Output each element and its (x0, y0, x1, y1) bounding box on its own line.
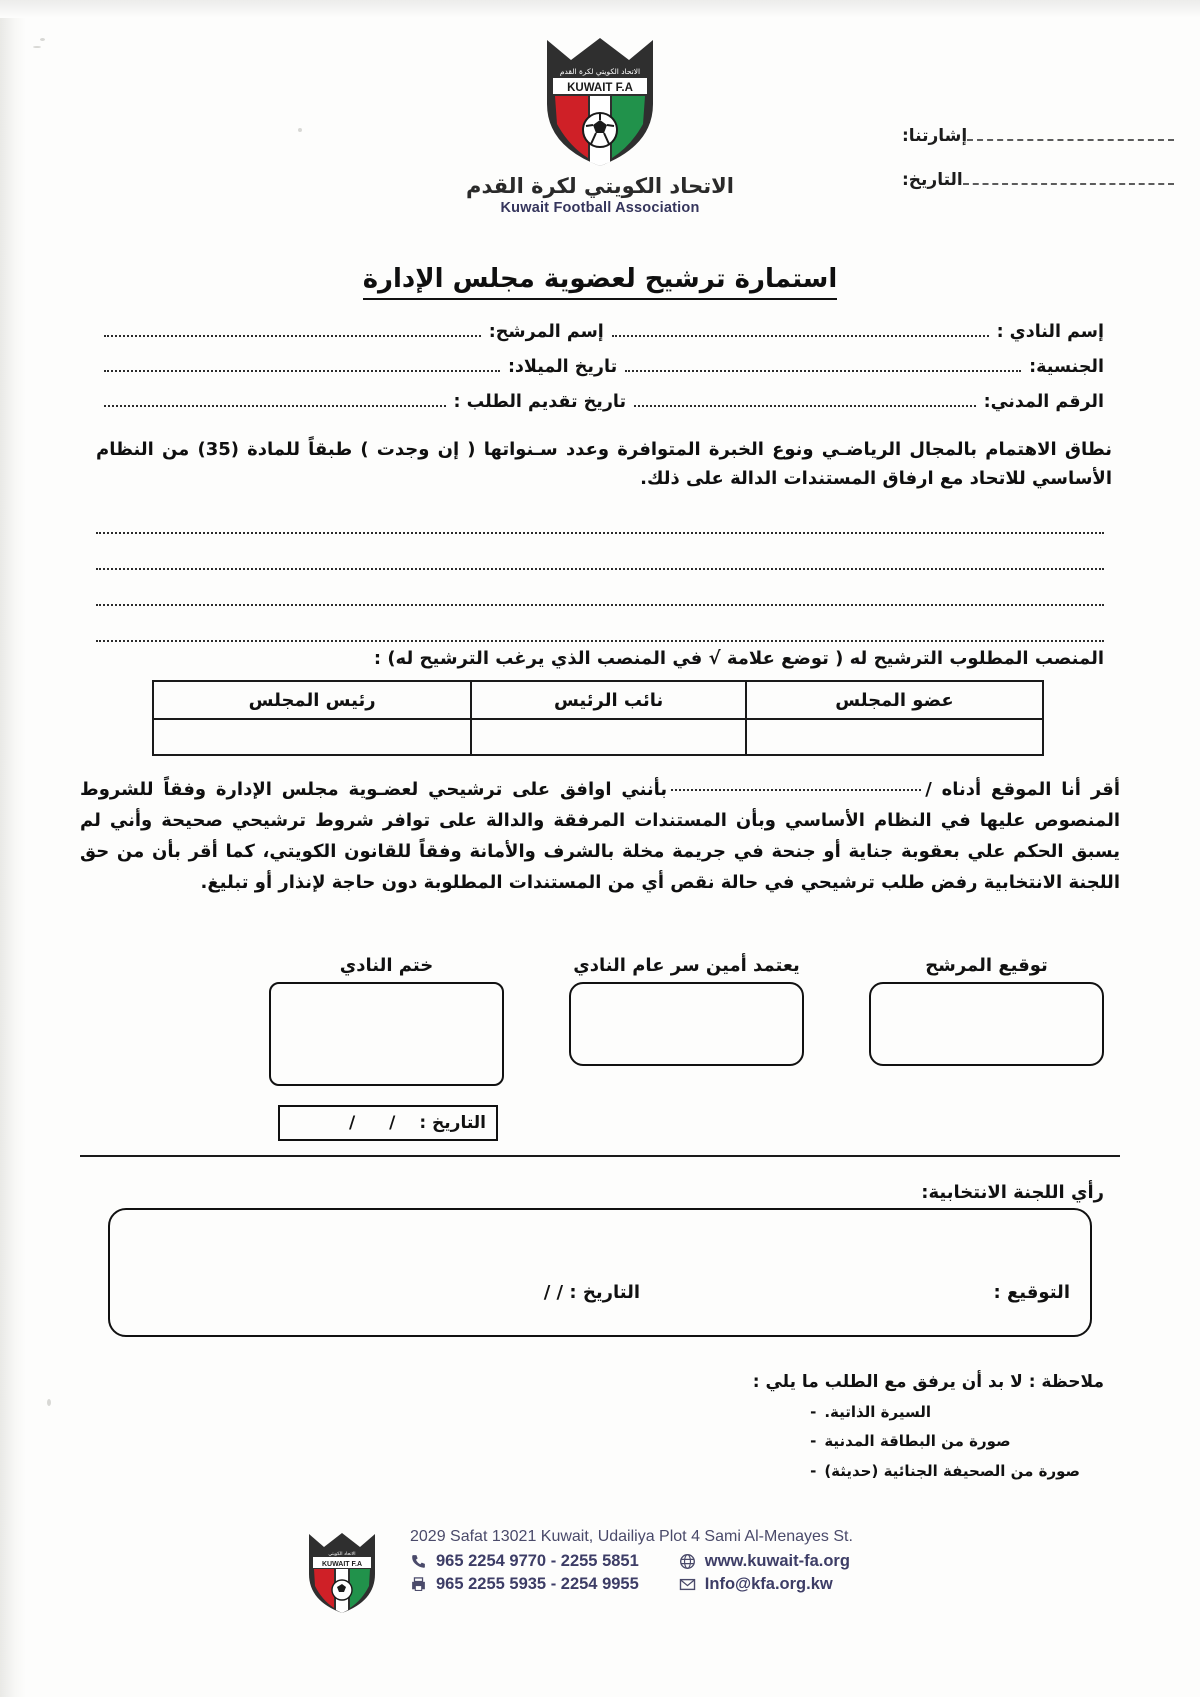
position-option-vice-president[interactable]: نائب الرئيس (471, 681, 746, 719)
declaration-rest: بأنني اوافق على ترشيحي لعضـوية مجلس الإدارة وفقاً للشروط المنصوص عليها في النظام الأساسي وبأن المستندات المرفقة والدالة على توافر شروط ترشيحي صحيحة وأني لم يسبق الحكم علي بعقوبة جناية أو جنحة في جريمة مخلة بالشرف والأمانة وفقاً للقانون الكويتي، كما أقر بأن من حق اللجنة الانتخابية رفض طلب ترشيحي في حالة نقص أي من المستندات المطلوبة دون حاجة لإنذار أو تبليغ. (80, 779, 1120, 893)
experience-line[interactable] (96, 534, 1104, 570)
reference-label: إشارتنا: (902, 126, 968, 146)
list-item (810, 1427, 1080, 1456)
position-checkbox-president[interactable] (153, 719, 471, 755)
club-date-field[interactable] (278, 1105, 498, 1141)
field-row-3 (96, 392, 1104, 412)
committee-opinion-box[interactable] (108, 1208, 1092, 1337)
signature-area (96, 955, 1104, 1155)
club-stamp-column (269, 955, 504, 1086)
note-text: صورة من الصحيفة الجنائية (حديثة) (824, 1461, 1080, 1480)
notes-title: ملاحظة : لا بد أن يرفق مع الطلب ما يلي : (752, 1372, 1104, 1392)
svg-text:KUWAIT F.A: KUWAIT F.A (567, 82, 633, 94)
page-title (0, 264, 1200, 294)
scan-edge-shadow-top (0, 0, 1200, 18)
note-bullet: - (810, 1403, 817, 1421)
footer-address: 2029 Safat 13021 Kuwait, Udailiya Plot 4 Sami Al-Menayes St. (410, 1528, 853, 1545)
club-date-value[interactable]: / / (348, 1113, 410, 1133)
header-logo-block (450, 34, 750, 216)
club-name-input[interactable] (612, 334, 989, 337)
secretary-signature-column (569, 955, 804, 1066)
candidate-name-input[interactable] (104, 334, 481, 337)
scan-edge-shadow (0, 0, 26, 1697)
scan-speck (33, 46, 41, 48)
scan-speck (298, 128, 302, 132)
position-option-president[interactable]: رئيس المجلس (153, 681, 471, 719)
civil-id-input[interactable] (634, 404, 976, 407)
org-name-english: Kuwait Football Association (500, 200, 700, 216)
reference-blank-line[interactable] (967, 139, 1174, 141)
nationality-label: الجنسية: (1029, 357, 1104, 377)
field-row-1 (96, 322, 1104, 342)
position-instruction: المنصب المطلوب الترشيح له ( توضع علامة √ في المنصب الذي يرغب الترشيح له) : (373, 648, 1104, 669)
fax-icon (410, 1576, 427, 1593)
footer-crest-icon (305, 1530, 379, 1616)
footer-contact-block (410, 1528, 853, 1598)
footer-phone-number[interactable]: 965 2254 9770 - 2255 5851 (436, 1552, 639, 1570)
experience-line[interactable] (96, 570, 1104, 606)
page-footer (0, 1520, 1200, 1640)
experience-line[interactable] (96, 606, 1104, 642)
declaration-start: أقر أنا الموقع أدناه / (925, 779, 1120, 800)
org-name-arabic: الاتحاد الكويتي لكرة القدم (466, 174, 734, 198)
page-title-text: استمارة ترشيح لعضوية مجلس الإدارة (363, 264, 838, 300)
position-option-member[interactable]: عضو المجلس (746, 681, 1043, 719)
kuwait-fa-crest-icon (541, 34, 659, 170)
club-stamp-box[interactable] (269, 982, 504, 1086)
committee-date-value[interactable]: / / (543, 1282, 564, 1303)
svg-text:الاتحاد الكويتي لكرة القدم: الاتحاد الكويتي لكرة القدم (559, 67, 641, 76)
position-header-row (153, 681, 1043, 719)
footer-email[interactable]: Info@kfa.org.kw (704, 1575, 833, 1593)
committee-date-label: التاريخ : (569, 1282, 640, 1303)
note-text: السيرة الذاتية. (824, 1403, 932, 1421)
scan-speck (40, 38, 45, 41)
svg-text:الاتحاد الكويتي: الاتحاد الكويتي (328, 1552, 356, 1557)
note-text: صورة من البطاقة المدنية (824, 1432, 1011, 1451)
date-label: التاريخ: (902, 170, 963, 190)
date-row (894, 170, 1174, 190)
applicant-fields (96, 322, 1104, 427)
date-blank-line[interactable] (963, 183, 1174, 185)
mail-icon (679, 1576, 696, 1593)
reference-row (894, 126, 1174, 146)
civil-id-label: الرقم المدني: (983, 392, 1104, 412)
experience-line[interactable] (96, 498, 1104, 534)
secretary-signature-box[interactable] (569, 982, 804, 1066)
globe-icon (679, 1553, 696, 1570)
list-item (810, 1457, 1080, 1486)
reference-block (894, 126, 1174, 214)
club-date-label: التاريخ : (419, 1113, 486, 1133)
scan-speck (47, 1399, 51, 1406)
note-bullet: - (810, 1461, 817, 1480)
birth-date-input[interactable] (104, 369, 500, 372)
application-date-label: تاريخ تقديم الطلب : (453, 392, 627, 412)
declaration-paragraph (80, 775, 1120, 899)
footer-fax-number[interactable]: 965 2255 5935 - 2254 9955 (436, 1575, 639, 1593)
position-checkbox-vice-president[interactable] (471, 719, 746, 755)
position-table (152, 680, 1044, 756)
phone-icon (410, 1553, 427, 1570)
section-divider (80, 1155, 1120, 1157)
experience-answer-area[interactable] (96, 498, 1104, 642)
footer-website[interactable]: www.kuwait-fa.org (704, 1552, 850, 1570)
club-name-label: إسم النادي : (996, 322, 1104, 342)
svg-text:KUWAIT F.A: KUWAIT F.A (321, 1561, 363, 1568)
note-bullet: - (810, 1432, 817, 1451)
candidate-signature-label: توقيع المرشح (925, 955, 1048, 976)
position-checkbox-row (153, 719, 1043, 755)
declarant-name-input[interactable] (671, 789, 921, 791)
position-checkbox-member[interactable] (746, 719, 1043, 755)
list-item (810, 1398, 1080, 1427)
footer-phone-row (410, 1552, 853, 1571)
committee-signature-label: التوقيع : (993, 1282, 1070, 1303)
candidate-signature-column (869, 955, 1104, 1066)
field-row-2 (96, 357, 1104, 377)
club-stamp-label: ختم النادي (339, 955, 434, 976)
notes-list (810, 1398, 1080, 1486)
candidate-signature-box[interactable] (869, 982, 1104, 1066)
nationality-input[interactable] (625, 369, 1021, 372)
experience-instruction: نطاق الاهتمام بالمجال الرياضـي ونوع الخبرة المتوافرة وعدد سـنواتها ( إن وجدت ) طبقاً للمادة (35) من النظام الأساسي للاتحاد مع ارفاق المستندات الدالة على ذلك. (96, 439, 1112, 490)
committee-date-field (544, 1282, 640, 1303)
birth-date-label: تاريخ الميلاد: (507, 357, 618, 377)
footer-fax-row (410, 1575, 853, 1594)
application-date-input[interactable] (104, 404, 446, 407)
committee-opinion-label: رأي اللجنة الانتخابية: (921, 1182, 1104, 1203)
secretary-signature-label: يعتمد أمين سر عام النادي (573, 955, 800, 976)
candidate-name-label: إسم المرشح: (488, 322, 604, 342)
